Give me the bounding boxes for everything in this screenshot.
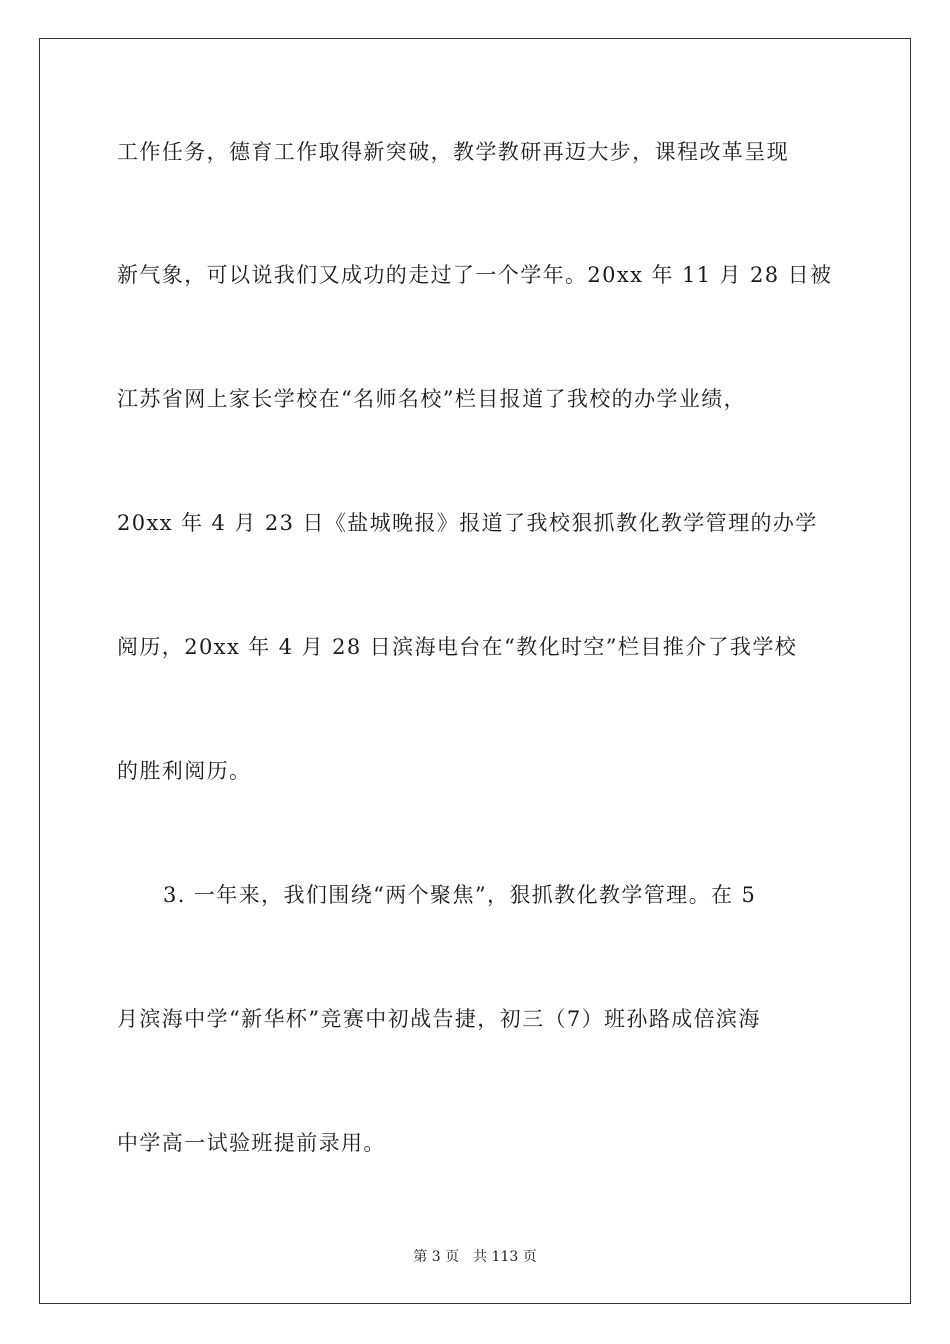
body-text-line: 阅历，20xx 年 4 月 28 日滨海电台在“教化时空”栏目推介了我学校	[117, 635, 798, 659]
page-number: 第 3 页	[413, 1249, 460, 1265]
page-border	[39, 38, 911, 1304]
body-text-line: 新气象，可以说我们又成功的走过了一个学年。20xx 年 11 月 28 日被	[117, 263, 833, 287]
body-text-line: 3. 一年来，我们围绕“两个聚焦”，狠抓教化教学管理。在 5	[163, 883, 757, 907]
body-text-line: 工作任务，德育工作取得新突破，教学教研再迈大步，课程改革呈现	[117, 140, 789, 164]
page-footer	[0, 1248, 950, 1266]
body-text-line: 江苏省网上家长学校在“名师名校”栏目报道了我校的办学业绩，	[117, 387, 747, 411]
body-text-line: 中学高一试验班提前录用。	[117, 1131, 386, 1155]
body-text-line: 月滨海中学“新华杯”竞赛中初战告捷，初三（7）班孙路成倍滨海	[117, 1007, 761, 1031]
page-total: 共 113 页	[473, 1249, 537, 1265]
body-text-line: 20xx 年 4 月 23 日《盐城晚报》报道了我校狠抓教化教学管理的办学	[117, 511, 818, 535]
body-text-line: 的胜利阅历。	[117, 759, 252, 783]
